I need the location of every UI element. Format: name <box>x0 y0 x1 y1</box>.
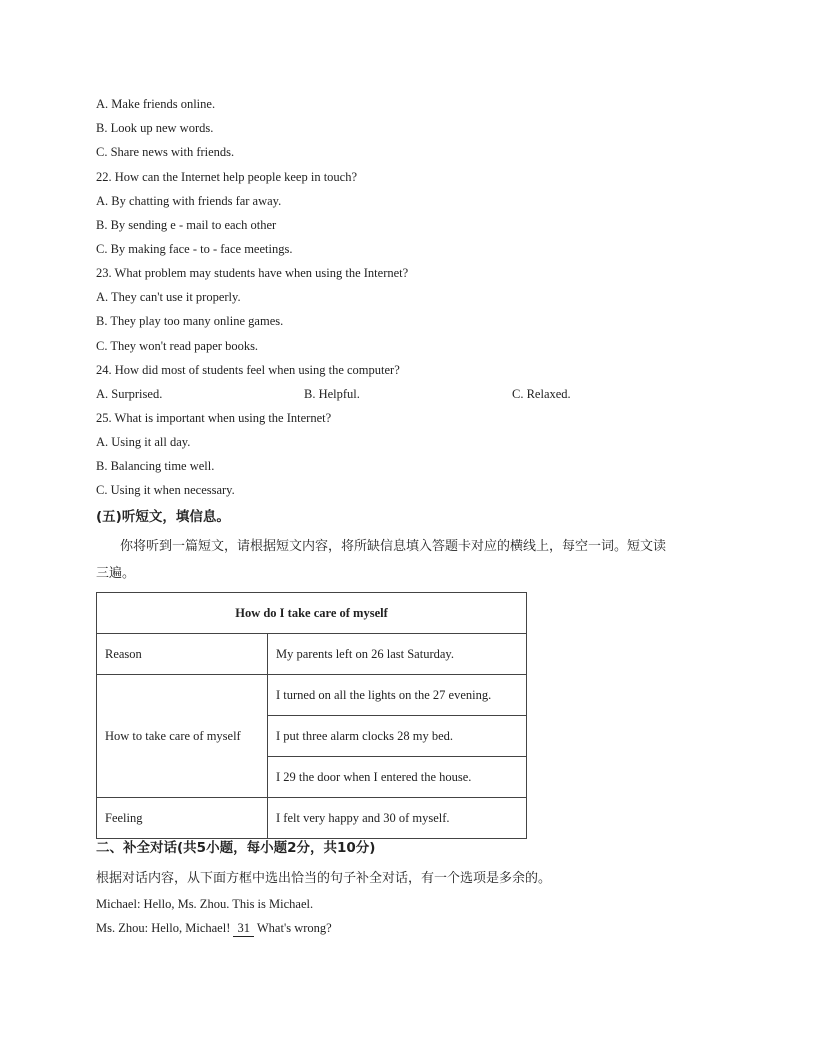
section5-instruction-line2: 三遍。 <box>96 566 136 581</box>
q21-option-c: C. Share news with friends. <box>96 145 235 159</box>
q25-option-b: B. Balancing time well. <box>96 459 215 473</box>
q21-option-a: A. Make friends online. <box>96 97 216 111</box>
dialogue-line-2 <box>96 920 332 937</box>
table-row <box>97 593 527 634</box>
q25-option-a: A. Using it all day. <box>96 435 191 449</box>
feeling-text: I felt very happy and 30 of myself. <box>268 798 527 839</box>
q23-option-b: B. They play too many online games. <box>96 314 284 328</box>
how-item: I 29 the door when I entered the house. <box>268 757 527 798</box>
q22-option-b: B. By sending e - mail to each other <box>96 218 277 232</box>
q23-option-c: C. They won't read paper books. <box>96 339 259 353</box>
dialogue-line-1: Michael: Hello, Ms. Zhou. This is Michael. <box>96 897 314 911</box>
blank-31: 31 <box>233 920 254 937</box>
dialogue-line-2-suffix: What's wrong? <box>253 921 332 935</box>
q25-question: 25. What is important when using the Internet? <box>96 411 332 425</box>
reason-text: My parents left on 26 last Saturday. <box>268 634 527 675</box>
q21-option-b: B. Look up new words. <box>96 121 214 135</box>
how-item: I put three alarm clocks 28 my bed. <box>268 716 527 757</box>
q22-option-a: A. By chatting with friends far away. <box>96 194 282 208</box>
feeling-label: Feeling <box>97 798 268 839</box>
q24-option-c: C. Relaxed. <box>512 387 571 401</box>
table-title: How do I take care of myself <box>97 593 527 634</box>
q22-option-c: C. By making face - to - face meetings. <box>96 242 293 256</box>
info-table <box>96 592 527 839</box>
reason-label: Reason <box>97 634 268 675</box>
q22-question: 22. How can the Internet help people keep in touch? <box>96 170 358 184</box>
q24-option-a: A. Surprised. <box>96 387 163 401</box>
dialogue-line-2-prefix: Ms. Zhou: Hello, Michael! <box>96 921 234 935</box>
how-item: I turned on all the lights on the 27 evening. <box>268 675 527 716</box>
q23-question: 23. What problem may students have when using the Internet? <box>96 266 409 280</box>
part2-title: 二、补全对话(共5小题，每小题2分，共10分) <box>96 840 376 856</box>
part2-instruction: 根据对话内容，从下面方框中选出恰当的句子补全对话，有一个选项是多余的。 <box>96 871 552 886</box>
section5-instruction-line1: 你将听到一篇短文，请根据短文内容，将所缺信息填入答题卡对应的横线上，每空一词。短文读 <box>120 539 667 554</box>
table-row <box>97 634 527 675</box>
q24-option-b: B. Helpful. <box>304 387 360 401</box>
q24-question: 24. How did most of students feel when using the computer? <box>96 363 400 377</box>
table-row <box>97 675 527 716</box>
section5-title: (五)听短文，填信息。 <box>96 509 230 525</box>
how-label: How to take care of myself <box>97 675 268 798</box>
q25-option-c: C. Using it when necessary. <box>96 483 235 497</box>
q23-option-a: A. They can't use it properly. <box>96 290 241 304</box>
table-row <box>97 798 527 839</box>
